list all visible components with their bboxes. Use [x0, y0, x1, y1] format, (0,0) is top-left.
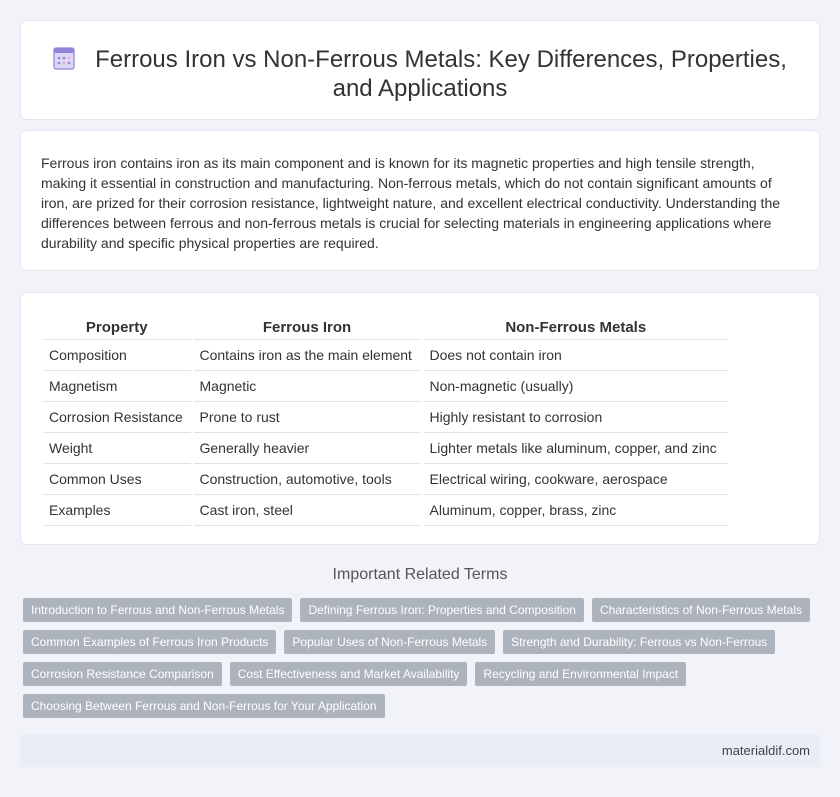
table-row [43, 370, 728, 401]
related-terms-list [23, 598, 823, 718]
table-cell: Generally heavier [192, 432, 422, 463]
related-term-tag[interactable]: Strength and Durability: Ferrous vs Non-Ferrous [503, 630, 775, 654]
header-card [20, 20, 820, 120]
table-cell: Cast iron, steel [192, 494, 422, 525]
table-cell: Non-magnetic (usually) [422, 370, 728, 401]
table-cell: Contains iron as the main element [192, 339, 422, 370]
comparison-table [43, 315, 728, 526]
table-row [43, 401, 728, 432]
table-header-cell: Ferrous Iron [192, 315, 422, 339]
related-term-tag[interactable]: Introduction to Ferrous and Non-Ferrous Metals [23, 598, 292, 622]
table-cell: Does not contain iron [422, 339, 728, 370]
footer [20, 734, 820, 767]
table-cell: Construction, automotive, tools [192, 463, 422, 494]
intro-paragraph: Ferrous iron contains iron as its main component and is known for its magnetic properties and high tensile strength, making it essential in construction and manufacturing. Non-ferrous metals, which do not contain significant amounts of iron, are prized for their corrosion resistance, lightweight nature, and excellent electrical conductivity. Understanding the differences between ferrous and non-ferrous metals is crucial for selecting materials in engineering applications where durability and specific physical properties are required. [41, 155, 781, 251]
related-term-tag[interactable]: Defining Ferrous Iron: Properties and Composition [300, 598, 583, 622]
page-title: Ferrous Iron vs Non-Ferrous Metals: Key Differences, Properties, and Applications [95, 46, 787, 102]
page-title-wrap [21, 45, 819, 103]
table-row [43, 463, 728, 494]
table-cell: Highly resistant to corrosion [422, 401, 728, 432]
table-cell: Common Uses [43, 463, 192, 494]
table-cell: Aluminum, copper, brass, zinc [422, 494, 728, 525]
table-header-cell: Property [43, 315, 192, 339]
related-term-tag[interactable]: Popular Uses of Non-Ferrous Metals [284, 630, 495, 654]
table-cell: Electrical wiring, cookware, aerospace [422, 463, 728, 494]
related-term-tag[interactable]: Characteristics of Non-Ferrous Metals [592, 598, 810, 622]
table-row [43, 339, 728, 370]
table-cell: Lighter metals like aluminum, copper, and zinc [422, 432, 728, 463]
table-cell: Weight [43, 432, 192, 463]
document-icon [53, 46, 75, 70]
related-term-tag[interactable]: Recycling and Environmental Impact [475, 662, 686, 686]
related-term-tag[interactable]: Common Examples of Ferrous Iron Products [23, 630, 276, 654]
related-term-tag[interactable]: Corrosion Resistance Comparison [23, 662, 222, 686]
related-terms-title: Important Related Terms [332, 566, 508, 583]
table-cell: Magnetism [43, 370, 192, 401]
table-cell: Examples [43, 494, 192, 525]
intro-card [20, 130, 820, 271]
related-term-tag[interactable]: Choosing Between Ferrous and Non-Ferrous for Your Application [23, 694, 385, 718]
footer-site-link[interactable]: materialdif.com [721, 743, 810, 758]
table-cell: Magnetic [192, 370, 422, 401]
related-term-tag[interactable]: Cost Effectiveness and Market Availability [230, 662, 468, 686]
table-cell: Composition [43, 339, 192, 370]
table-row [43, 494, 728, 525]
table-header-cell: Non-Ferrous Metals [422, 315, 728, 339]
table-cell: Prone to rust [192, 401, 422, 432]
table-row [43, 432, 728, 463]
table-header-row [43, 315, 728, 339]
comparison-table-card [20, 292, 820, 545]
table-cell: Corrosion Resistance [43, 401, 192, 432]
